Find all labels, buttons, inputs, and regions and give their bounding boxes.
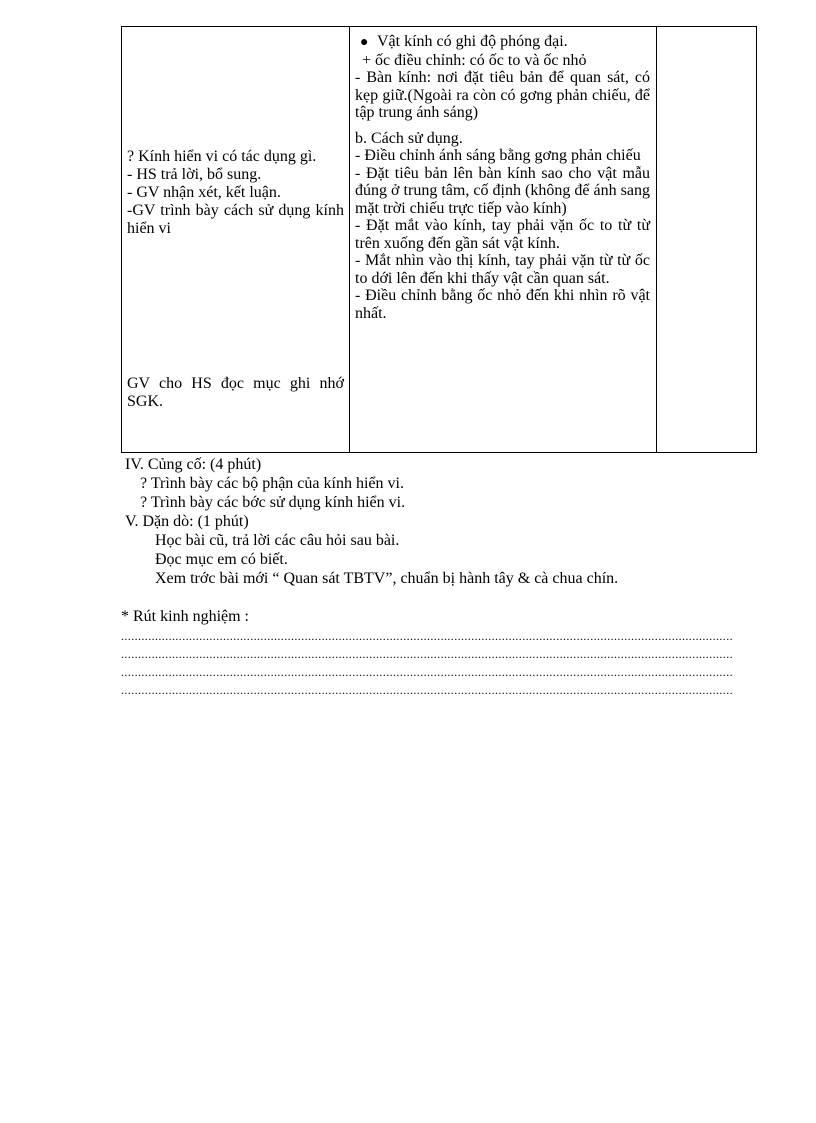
activity-line: - GV nhận xét, kết luận. xyxy=(127,184,281,201)
lesson-sections xyxy=(121,455,761,588)
content-line: - Điều chỉnh ánh sáng bằng gơng phản chiếu xyxy=(355,147,641,164)
bullet-dot-icon: ● xyxy=(360,35,369,50)
content-line: + ốc điều chỉnh: có ốc to và ốc nhỏ xyxy=(362,51,587,69)
content-line: - Đặt tiêu bản lên bàn kính sao cho vật mẫu đúng ở trung tâm, cố định (không để ánh sang mặt trời chiếu trực tiếp vào kính) xyxy=(355,164,650,217)
section-line: ? Trình bày các bộ phận của kính hiển vi. xyxy=(140,475,404,492)
activity-line: GV cho HS đọc mục ghi nhớ SGK. xyxy=(127,375,344,410)
section-heading: V. Dặn dò: (1 phút) xyxy=(125,513,249,530)
bullet-item xyxy=(355,33,650,52)
content-line: - Điều chỉnh bằng ốc nhỏ đến khi nhìn rõ vật nhất. xyxy=(355,287,650,322)
rut-kinh-nghiem-label: * Rút kinh nghiệm : xyxy=(121,608,249,625)
dotted-line: .................................................................................................................................................................................... xyxy=(121,629,733,643)
section-line: ? Trình bày các bớc sử dụng kính hiển vi. xyxy=(140,494,406,511)
content-line: - Mắt nhìn vào thị kính, tay phải vặn từ từ ốc to dới lên đến khi thấy vật cần quan sát. xyxy=(355,252,650,287)
lesson-table xyxy=(121,26,757,453)
table-row xyxy=(122,27,757,453)
section-line: Xem trớc bài mới “ Quan sát TBTV”, chuẩn bị hành tây & cà chua chín. xyxy=(155,570,619,587)
bullet-text: Vật kính có ghi độ phóng đại. xyxy=(377,33,568,50)
section-line: Đọc mục em có biết. xyxy=(155,551,288,568)
dotted-line: .................................................................................................................................................................................... xyxy=(121,665,733,679)
activity-line: ? Kính hiển vi có tác dụng gì. xyxy=(127,148,317,165)
section-line: Học bài cũ, trả lời các câu hỏi sau bài. xyxy=(155,532,400,549)
content-cell xyxy=(350,27,657,453)
content-line: - Bàn kính: nơi đặt tiêu bản để quan sát, có kẹp giữ.(Ngoài ra còn có gơng phản chiếu, để tập trung ánh sáng) xyxy=(355,69,650,121)
activity-line: -GV trình bày cách sử dụng kính hiển vi xyxy=(127,202,344,237)
activity-line: - HS trả lời, bổ sung. xyxy=(127,166,262,183)
activity-block-1 xyxy=(127,148,344,238)
teacher-activity-cell xyxy=(122,27,350,453)
content-line: - Đặt mắt vào kính, tay phải vặn ốc to từ từ trên xuống đến gần sát vật kính. xyxy=(355,217,650,252)
section-heading: IV. Củng cố: (4 phút) xyxy=(125,456,262,473)
activity-block-2 xyxy=(127,375,344,411)
dotted-line: .................................................................................................................................................................................... xyxy=(121,683,733,697)
dotted-line: .................................................................................................................................................................................... xyxy=(121,647,733,661)
notes-cell xyxy=(657,27,757,453)
content-line: b. Cách sử dụng. xyxy=(355,129,463,147)
